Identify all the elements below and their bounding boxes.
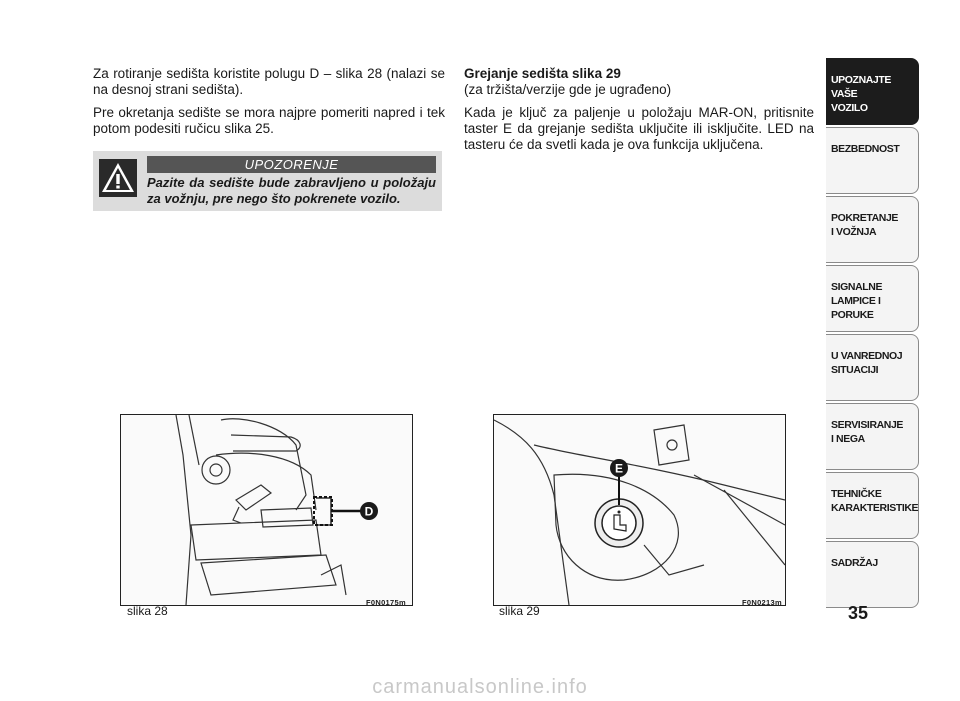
tab-label: UPOZNAJTE VAŠE VOZILO <box>831 74 891 114</box>
tab-label: BEZBEDNOST <box>831 143 900 155</box>
tab-signalne-lampice[interactable] <box>826 265 919 332</box>
warning-line: za vožnju, pre nego što pokrenete vozilo. <box>147 191 401 206</box>
figure-label-d: D <box>364 504 374 519</box>
tab-label: SERVISIRANJE I NEGA <box>831 419 904 445</box>
tab-servisiranje-i-nega[interactable] <box>826 403 919 470</box>
seat-illustration <box>121 415 412 605</box>
paragraph-rotation: Za rotiranje sedišta koristite polugu D – slika 28 (nalazi se na desnoj strani sedišta). <box>93 66 445 97</box>
tab-sadrzaj[interactable] <box>826 541 919 608</box>
tab-label: SADRŽAJ <box>831 557 878 569</box>
section-subheading: (za tržišta/verzije gde je ugrađeno) <box>464 82 672 97</box>
tab-label: TEHNIČKE KARAKTERISTIKE <box>831 488 919 514</box>
paragraph-seat-heating: Kada je ključ za paljenje u položaju MAR-ON, pritisnite taster E da grejanje sedišta uključite ili isključite. LED na tasteru će da svetli kada je ova funkcija uključena. <box>464 105 814 152</box>
page-number: 35 <box>848 603 869 623</box>
paragraph-adjust: Pre okretanja sedište se mora najpre pomeriti napred i tek potom podesiti ručicu slika 25. <box>93 105 445 136</box>
section-heading: Grejanje sedišta slika 29 <box>464 66 621 81</box>
tab-u-vanrednoj-situaciji[interactable] <box>826 334 919 401</box>
figure-caption: slika 28 <box>127 604 168 618</box>
left-column <box>93 66 445 144</box>
figure-heating-button <box>493 414 786 606</box>
warning-line: Pazite da sedište bude zabravljeno u položaju <box>147 175 436 190</box>
warning-box <box>93 151 442 211</box>
figure-label-e: E <box>614 461 624 476</box>
figure-seat-lever <box>120 414 413 606</box>
tab-bezbednost[interactable] <box>826 127 919 194</box>
figure-caption: slika 29 <box>499 604 540 618</box>
warning-text <box>147 175 436 207</box>
tab-pokretanje-i-voznja[interactable] <box>826 196 919 263</box>
tab-tehnicke-karakteristike[interactable] <box>826 472 919 539</box>
right-column <box>464 66 814 160</box>
chapter-tabs <box>826 58 919 610</box>
tab-upoznajte-vase-vozilo[interactable] <box>826 58 919 125</box>
figure-code: F0N0175m <box>366 598 406 607</box>
warning-title: UPOZORENJE <box>147 156 436 173</box>
tab-label: U VANREDNOJ SITUACIJI <box>831 350 903 376</box>
warning-triangle-icon <box>99 159 137 197</box>
tab-label: SIGNALNE LAMPICE I PORUKE <box>831 281 883 321</box>
heating-button-illustration <box>494 415 785 605</box>
figure-code: F0N0213m <box>742 598 782 607</box>
watermark: carmanualsonline.info <box>372 676 588 698</box>
tab-label: POKRETANJE I VOŽNJA <box>831 212 898 238</box>
